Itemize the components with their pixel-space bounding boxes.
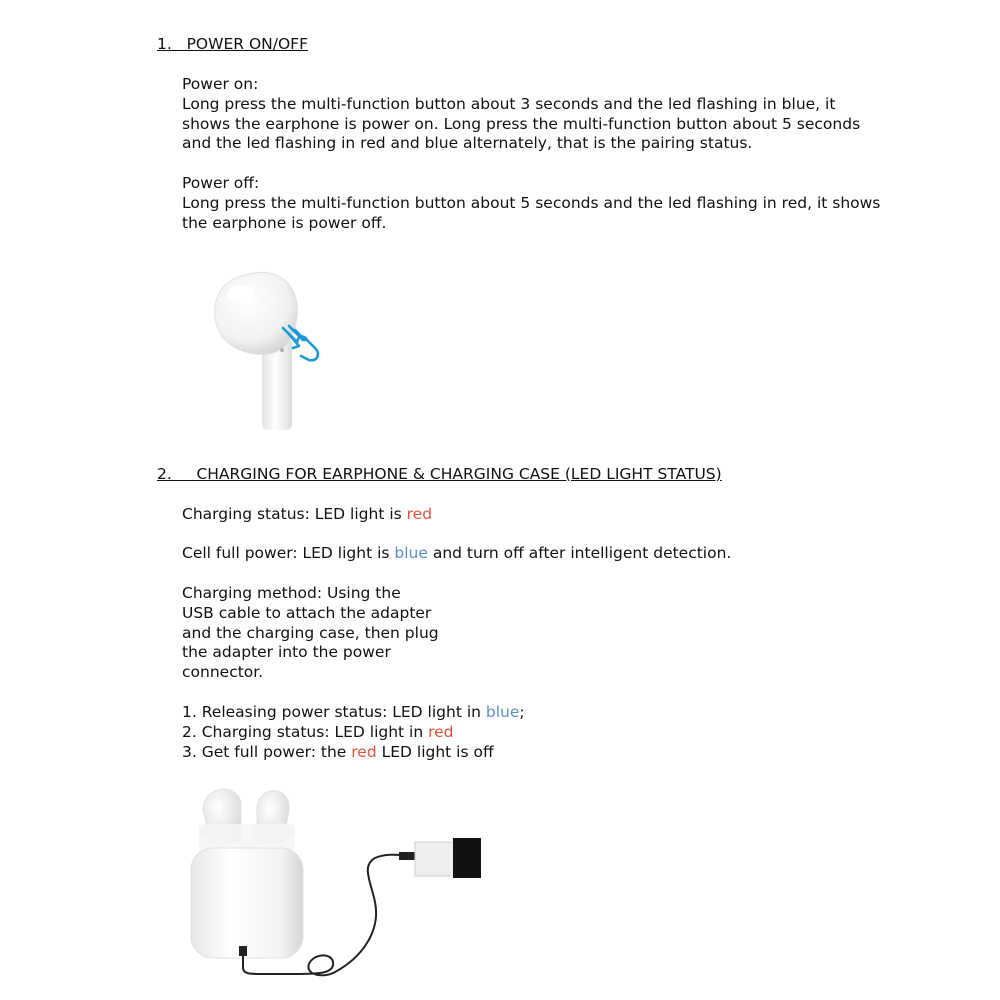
led-step-3-text: 3. Get full power: the <box>182 742 352 761</box>
power-on-line-2: shows the earphone is power on. Long press the multi-function button about 5 seconds <box>182 114 861 133</box>
earphone-highlight <box>227 285 255 303</box>
led-step-3-suffix: LED light is off <box>376 742 494 761</box>
charging-status-text: Charging status: LED light is <box>182 505 407 523</box>
earphone-illustration <box>205 268 335 430</box>
full-power-color-word: blue <box>394 544 428 562</box>
charging-method-block <box>182 584 439 683</box>
section2-heading <box>157 465 722 485</box>
charging-method-line-3: and the charging case, then plug <box>182 623 439 642</box>
section2-number: 2. <box>157 465 172 483</box>
power-off-label: Power off: <box>182 174 260 192</box>
section1-title: POWER ON/OFF <box>186 35 308 53</box>
led-step-1 <box>182 703 525 723</box>
led-step-1-color-word: blue <box>485 703 520 721</box>
usb-plug-case-end <box>239 946 247 956</box>
led-step-2-color-word: red <box>428 722 454 741</box>
full-power-line <box>182 544 731 564</box>
led-step-1-suffix: ; <box>519 703 525 721</box>
led-step-1-text: 1. Releasing power status: LED light in <box>182 703 486 721</box>
led-step-2-text: 2. Charging status: LED light in <box>182 722 429 741</box>
led-step-3 <box>182 743 525 763</box>
power-on-line-1: Long press the multi-function button about 3 seconds and the led flashing in blue, it <box>182 94 836 113</box>
full-power-text: Cell full power: LED light is <box>182 544 395 562</box>
full-power-suffix: and turn off after intelligent detection. <box>427 544 732 562</box>
power-on-label: Power on: <box>182 75 259 93</box>
power-off-block <box>182 174 880 233</box>
power-on-line-3: and the led flashing in red and blue alternately, that is the pairing status. <box>182 134 753 153</box>
charging-status-color-word: red <box>406 505 433 523</box>
led-step-3-color-word: red <box>351 742 377 761</box>
earphone-led <box>280 348 284 352</box>
power-off-line-2: the earphone is power off. <box>182 213 387 232</box>
led-steps-list <box>182 703 525 762</box>
earphone-bud <box>215 272 298 354</box>
charging-method-line-1: Charging method: Using the <box>182 584 401 602</box>
power-adapter-body <box>415 842 457 876</box>
power-on-block <box>182 75 860 154</box>
charging-method-line-2: USB cable to attach the adapter <box>182 603 432 622</box>
section2-title: CHARGING FOR EARPHONE & CHARGING CASE (LED LIGHT STATUS) <box>196 465 722 483</box>
charging-status-line <box>182 505 432 525</box>
power-off-line-1: Long press the multi-function button about 5 seconds and the led flashing in red, it shows <box>182 193 881 212</box>
charging-method-line-4: the adapter into the power <box>182 643 391 662</box>
power-adapter-plug <box>453 838 481 878</box>
charging-method-line-5: connector. <box>182 663 264 682</box>
usb-plug-adapter-end <box>399 852 415 860</box>
section1-number: 1. <box>157 35 172 53</box>
case-body <box>191 848 303 958</box>
charging-case-illustration <box>185 782 490 982</box>
section1-heading <box>157 35 308 55</box>
led-step-2 <box>182 723 525 743</box>
